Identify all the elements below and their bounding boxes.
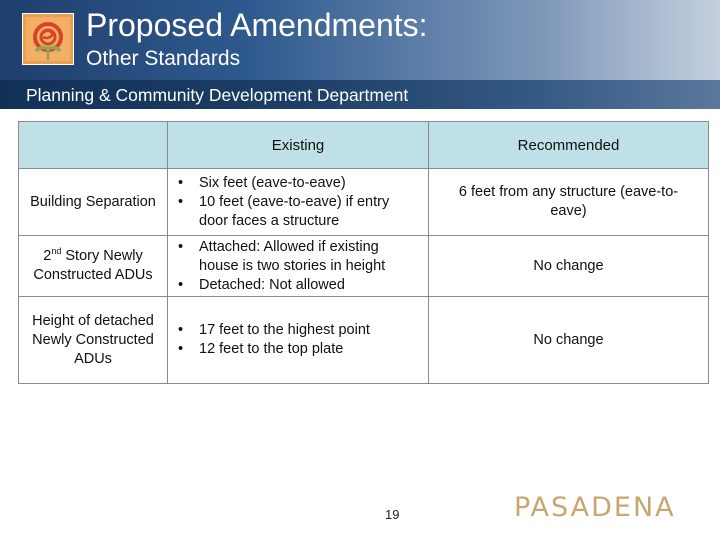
row-label-rest: Story Newly Constructed ADUs: [33, 248, 153, 283]
row-label-prefix: 2: [43, 248, 52, 264]
list-item: • 17 feet to the highest point: [178, 321, 416, 340]
row-label: Building Separation: [19, 169, 168, 236]
table-row-building-separation: [19, 169, 709, 236]
row-label-superscript: nd: [51, 246, 62, 257]
rose-logo-icon: [22, 13, 74, 65]
recommended-cell: No change: [429, 297, 709, 384]
table-row-height-detached-adus: [19, 297, 709, 384]
amendments-table: [18, 121, 709, 384]
row-label: Height of detached Newly Constructed ADUs: [19, 297, 168, 384]
recommended-cell: No change: [429, 236, 709, 297]
slide-subtitle: Other Standards: [86, 47, 241, 70]
slide-title: Proposed Amendments:: [86, 7, 428, 43]
header-label: [19, 122, 168, 169]
header-recommended: Recommended: [429, 122, 709, 169]
department-name: Planning & Community Development Department: [26, 85, 409, 105]
existing-cell: [168, 169, 429, 236]
list-item: • Attached: Allowed if existing house is two stories in height: [178, 238, 416, 276]
list-item: • Six feet (eave-to-eave): [178, 174, 416, 193]
recommended-cell: 6 feet from any structure (eave-to-eave): [429, 169, 709, 236]
pasadena-wordmark: [514, 490, 700, 520]
page-number: 19: [385, 507, 400, 522]
list-item: • 10 feet (eave-to-eave) if entry door faces a structure: [178, 193, 416, 231]
table-header-row: [19, 122, 709, 169]
table-row-second-story-adus: [19, 236, 709, 297]
pasadena-wordmark-text: PASADENA: [514, 492, 676, 520]
row-label: [19, 236, 168, 297]
header-existing: Existing: [168, 122, 429, 169]
list-item: • 12 feet to the top plate: [178, 340, 416, 359]
list-item: • Detached: Not allowed: [178, 276, 416, 295]
existing-cell: [168, 297, 429, 384]
existing-cell: [168, 236, 429, 297]
